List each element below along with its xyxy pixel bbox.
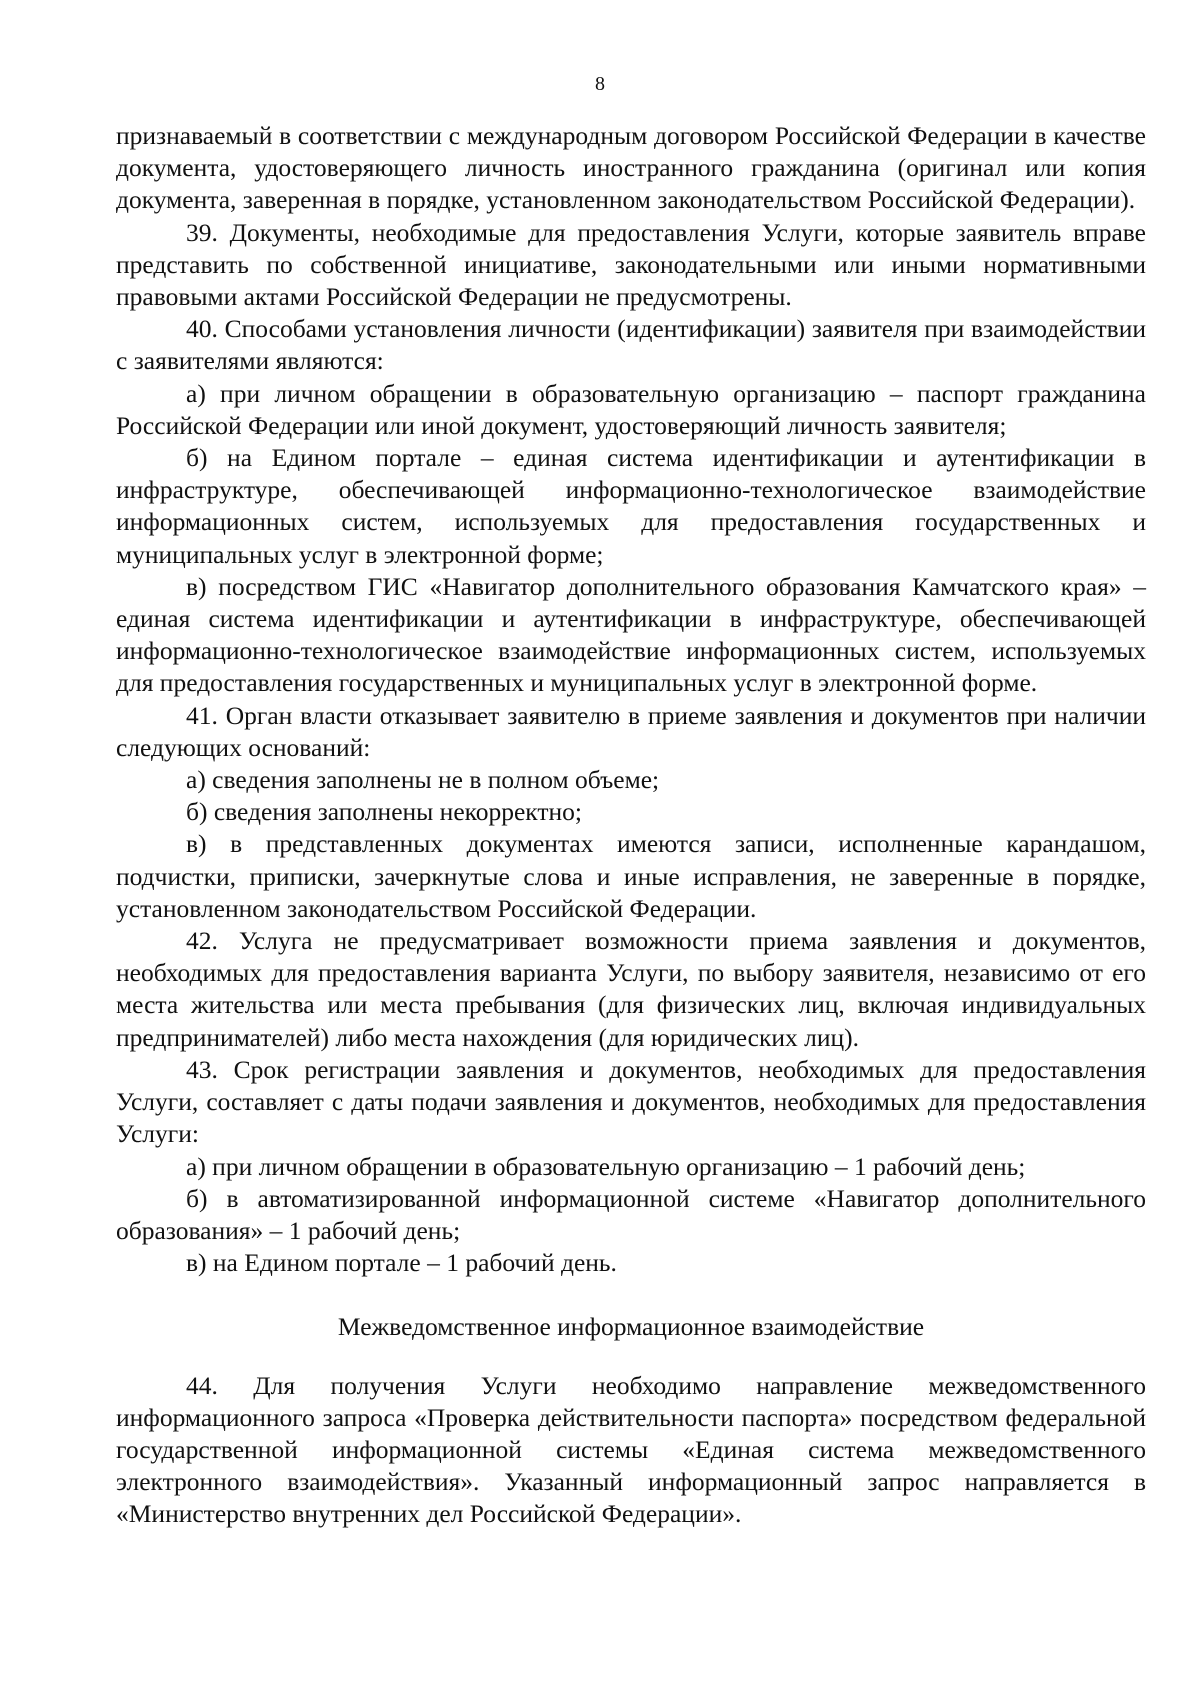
paragraphs-bottom xyxy=(116,1370,1146,1531)
paragraph: 41. Орган власти отказывает заявителю в приеме заявления и документов при наличии следующих оснований: xyxy=(116,700,1146,762)
paragraph: 43. Срок регистрации заявления и документов, необходимых для предоставления Услуги, составляет с даты подачи заявления и документов, необходимых для предоставления Услуги: xyxy=(116,1054,1146,1149)
paragraph: 44. Для получения Услуги необходимо направление межведомственного информационного запроса «Проверка действительности паспорта» посредством федеральной государственной информационной системы «Единая система межведомственного электронного взаимодействия». Указанный информационный запрос направляется в «Министерство внутренних дел Российской Федерации». xyxy=(116,1370,1146,1529)
paragraph: в) в представленных документах имеются записи, исполненные карандашом, подчистки, приписки, зачеркнутые слова и иные исправления, не заверенные в порядке, установленном законодательством Российской Федерации. xyxy=(116,829,1146,923)
page-number: 8 xyxy=(595,73,605,95)
section-heading: Межведомственное информационное взаимодействие xyxy=(337,1312,925,1342)
paragraphs-top xyxy=(116,120,1146,1279)
paragraph: а) при личном обращении в образовательную организацию – паспорт гражданина Российской Федерации или иной документ, удостоверяющий личность заявителя; xyxy=(116,378,1146,440)
paragraph: б) в автоматизированной информационной системе «Навигатор дополнительного образования» – 1 рабочий день; xyxy=(116,1183,1146,1245)
paragraph: б) на Едином портале – единая система идентификации и аутентификации в инфраструктуре, обеспечивающей информационно-технологическое взаимодействие информационных систем, используемых для предоставления государственных и муниципальных услуг в электронной форме; xyxy=(116,443,1146,569)
paragraph: 40. Способами установления личности (идентификации) заявителя при взаимодействии с заявителями являются: xyxy=(116,314,1146,376)
document-body xyxy=(116,120,1146,1531)
paragraph: 42. Услуга не предусматривает возможности приема заявления и документов, необходимых для предоставления варианта Услуги, по выбору заявителя, независимо от его места жительства или места пребывания (для физических лиц, включая индивидуальных предпринимателей) либо места нахождения (для юридических лиц). xyxy=(116,926,1146,1052)
paragraph: а) при личном обращении в образовательную организацию – 1 рабочий день; xyxy=(186,1151,1026,1181)
paragraph: б) сведения заполнены некорректно; xyxy=(186,797,582,827)
paragraph: в) посредством ГИС «Навигатор дополнительного образования Камчатского края» – единая система идентификации и аутентификации в инфраструктуре, обеспечивающей информационно-технологическое взаимодействие информационных систем, используемых для предоставления государственных и муниципальных услуг в электронной форме. xyxy=(116,571,1146,698)
paragraph: признаваемый в соответствии с международным договором Российской Федерации в качестве документа, удостоверяющего личность иностранного гражданина (оригинал или копия документа, заверенная в порядке, установленном законодательством Российской Федерации). xyxy=(116,121,1146,215)
paragraph: 39. Документы, необходимые для предоставления Услуги, которые заявитель вправе представить по собственной инициативе, законодательными или иными нормативными правовыми актами Российской Федерации не предусмотрены. xyxy=(116,217,1146,312)
paragraph: в) на Едином портале – 1 рабочий день. xyxy=(186,1248,617,1278)
paragraph: а) сведения заполнены не в полном объеме; xyxy=(186,765,660,795)
